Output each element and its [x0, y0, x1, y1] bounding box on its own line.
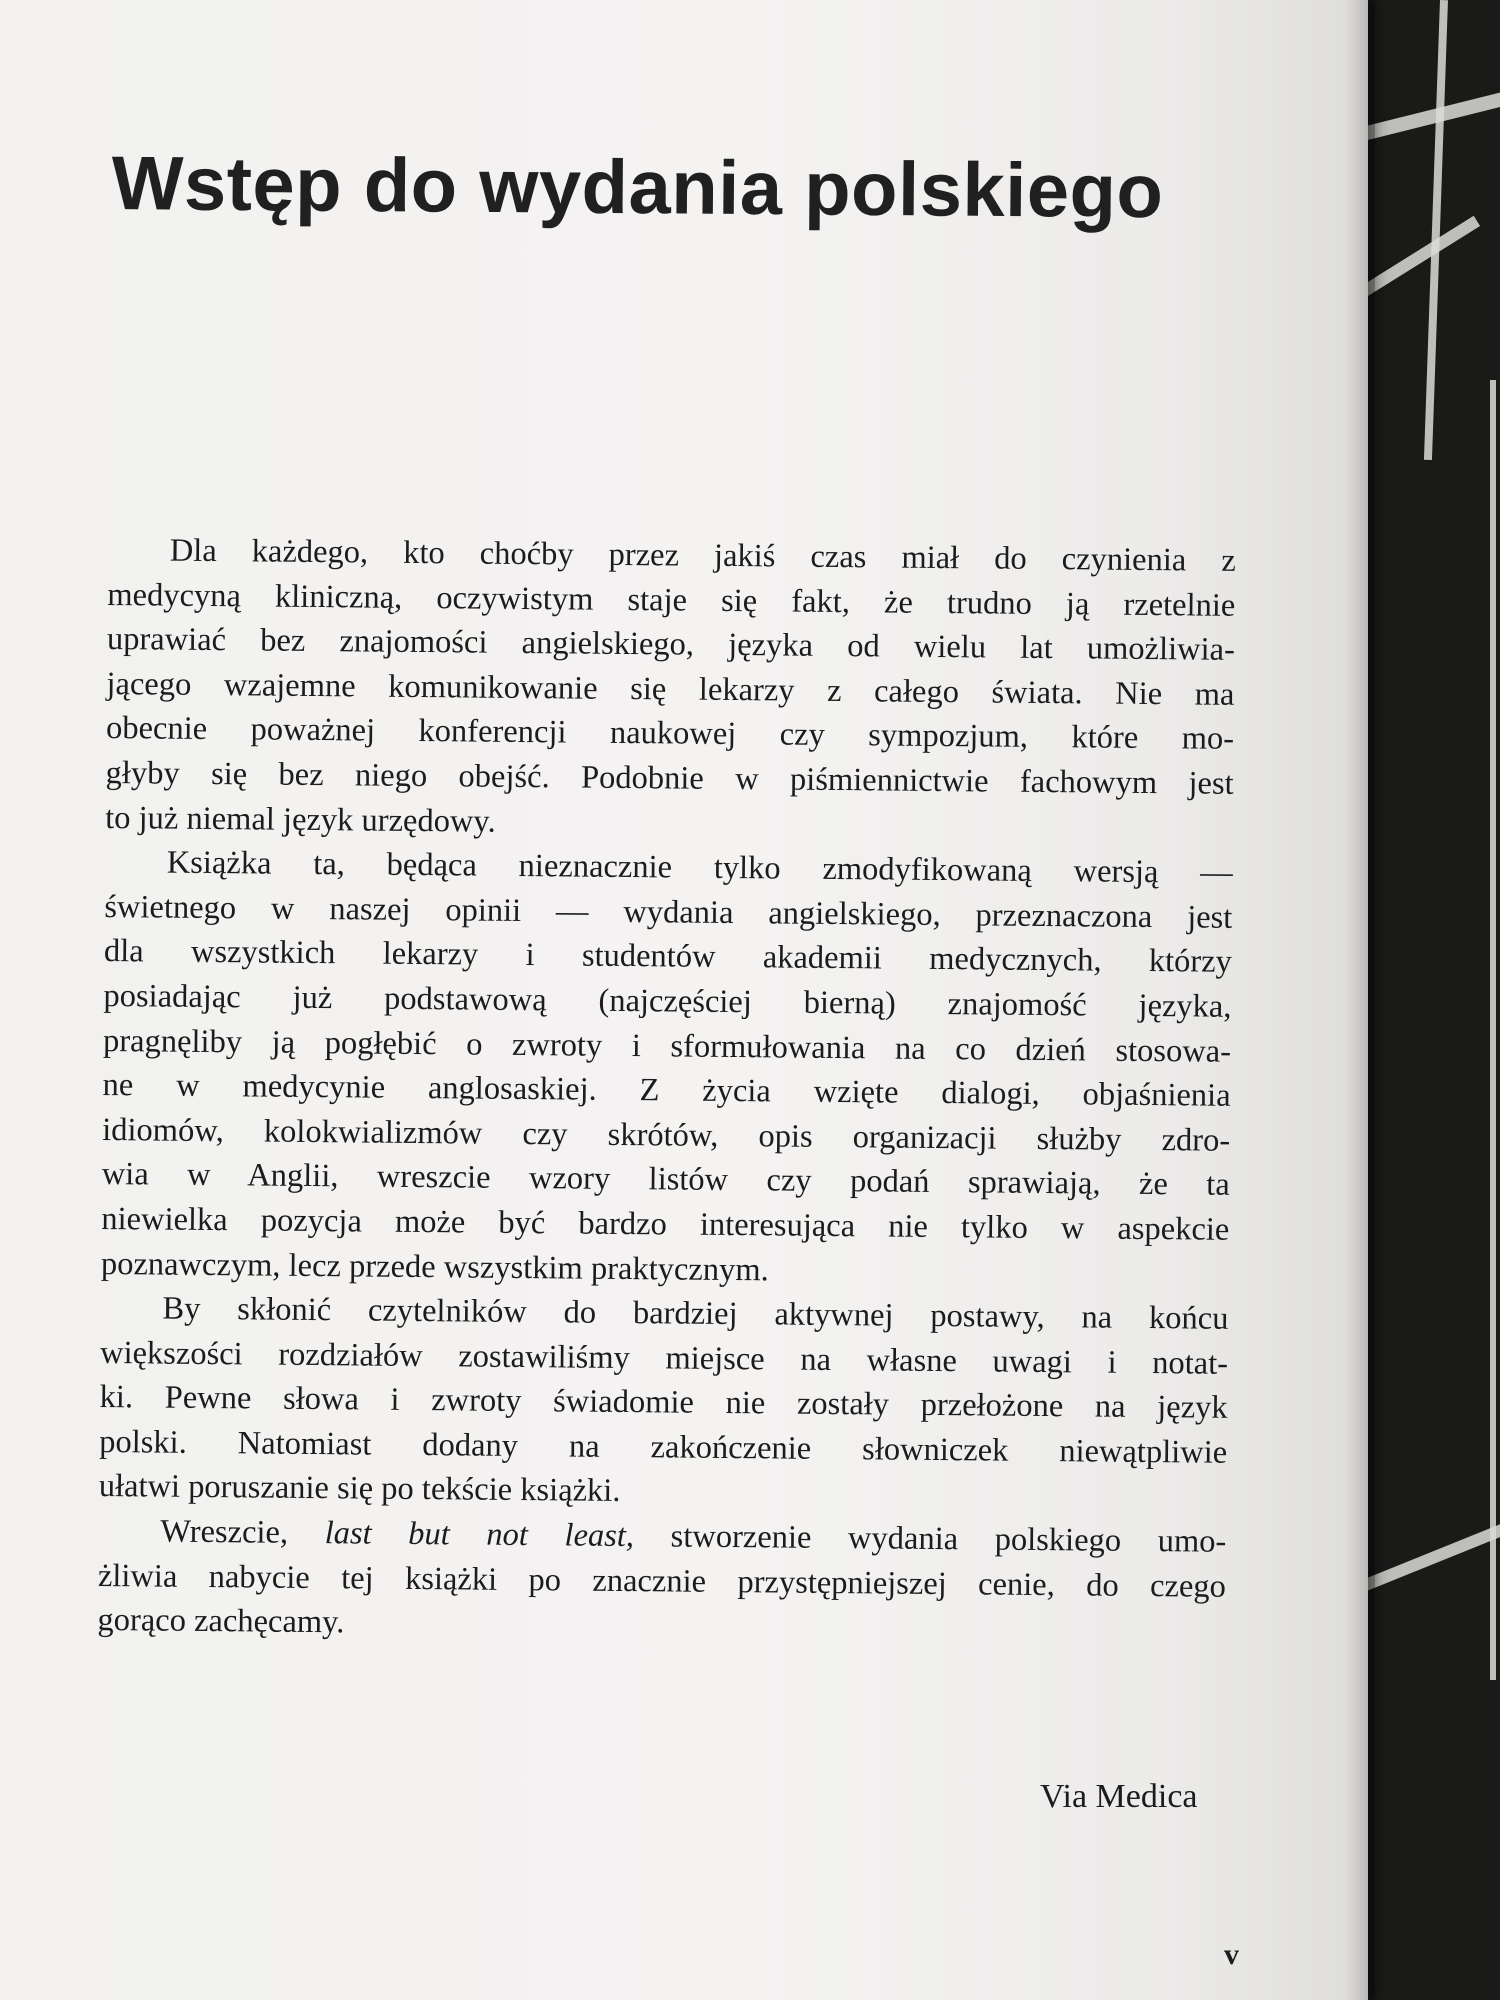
text-line: to już niemal język urzędowy.: [105, 799, 496, 840]
text-line: świetnego w naszej opinii — wydania angielskiego, przeznaczona jest: [104, 888, 1233, 936]
text-line: żliwia nabycie tej książki po znacznie przystępniejszej cenie, do czego: [97, 1557, 1227, 1605]
body-text: [97, 528, 1236, 1654]
text-line: niewielka pozycja może być bardzo interesująca nie tylko w aspekcie: [101, 1200, 1230, 1248]
page-title: Wstęp do wydania polskiego: [111, 140, 1164, 235]
text-line: ułatwi poruszanie się po tekście książki.: [98, 1468, 621, 1510]
text-line: polski. Natomiast dodany na zakończenie słowniczek niewątpliwie: [99, 1423, 1228, 1471]
text-line: obecnie poważnej konferencji naukowej czy sympozjum, które mo-: [105, 710, 1235, 758]
text-rest: stworzenie wydania polskiego umo-: [633, 1518, 1227, 1560]
paragraph-1: [105, 528, 1236, 851]
underlying-page-stripe: [1490, 380, 1496, 1680]
text-line: uprawiać bez znajomości angielskiego, języka od wielu lat umożliwia-: [106, 621, 1236, 669]
text-line: pragnęliby ją pogłębić o zwroty i sformułowania na co dzień stosowa-: [102, 1022, 1232, 1070]
text-line: poznawczym, lecz przede wszystkim praktycznym.: [100, 1245, 769, 1288]
text-line: Książka ta, będąca nieznacznie tylko zmodyfikowaną wersją —: [166, 844, 1233, 891]
text-line: wia w Anglii, wreszcie wzory listów czy podań sprawiają, że ta: [101, 1156, 1230, 1204]
paragraph-3: [99, 1286, 1229, 1520]
text-line: medycyną kliniczną, oczywistym staje się fakt, że trudno ją rzetelnie: [107, 576, 1236, 624]
italic-phrase: last but not least,: [324, 1515, 635, 1555]
text-line: Dla każdego, kto choćby przez jakiś czas miał do czynienia z: [169, 532, 1236, 579]
paragraph-4: [97, 1509, 1226, 1654]
text-line: dla wszystkich lekarzy i studentów akademii medycznych, którzy: [103, 933, 1233, 981]
text-line: większości rozdziałów zostawiliśmy miejsce na własne uwagi i notat-: [99, 1334, 1229, 1382]
text-line: idiomów, kolokwializmów czy skrótów, opis organizacji służby zdro-: [102, 1111, 1231, 1159]
paragraph-2: [101, 840, 1233, 1297]
text-line: By skłonić czytelników do bardziej aktywnej postawy, na końcu: [162, 1290, 1229, 1337]
text-line: jącego wzajemne komunikowanie się lekarzy z całego świata. Nie ma: [106, 665, 1235, 713]
text-line: gorąco zachęcamy.: [97, 1602, 345, 1641]
text-line: głyby się bez niego obejść. Podobnie w piśmiennictwie fachowym jest: [105, 754, 1234, 802]
text-line: ki. Pewne słowa i zwroty świadomie nie zostały przełożone na język: [99, 1379, 1228, 1427]
signature: Via Medica: [1040, 1778, 1198, 1815]
text-lead: Wreszcie,: [160, 1513, 325, 1552]
page-number: v: [1224, 1938, 1239, 1971]
text-line: ne w medycynie anglosaskiej. Z życia wzięte dialogi, objaśnienia: [102, 1067, 1231, 1114]
page-edge-shadow: [1345, 0, 1375, 2000]
text-line: posiadając już podstawową (najczęściej bierną) znajomość języka,: [103, 977, 1232, 1025]
